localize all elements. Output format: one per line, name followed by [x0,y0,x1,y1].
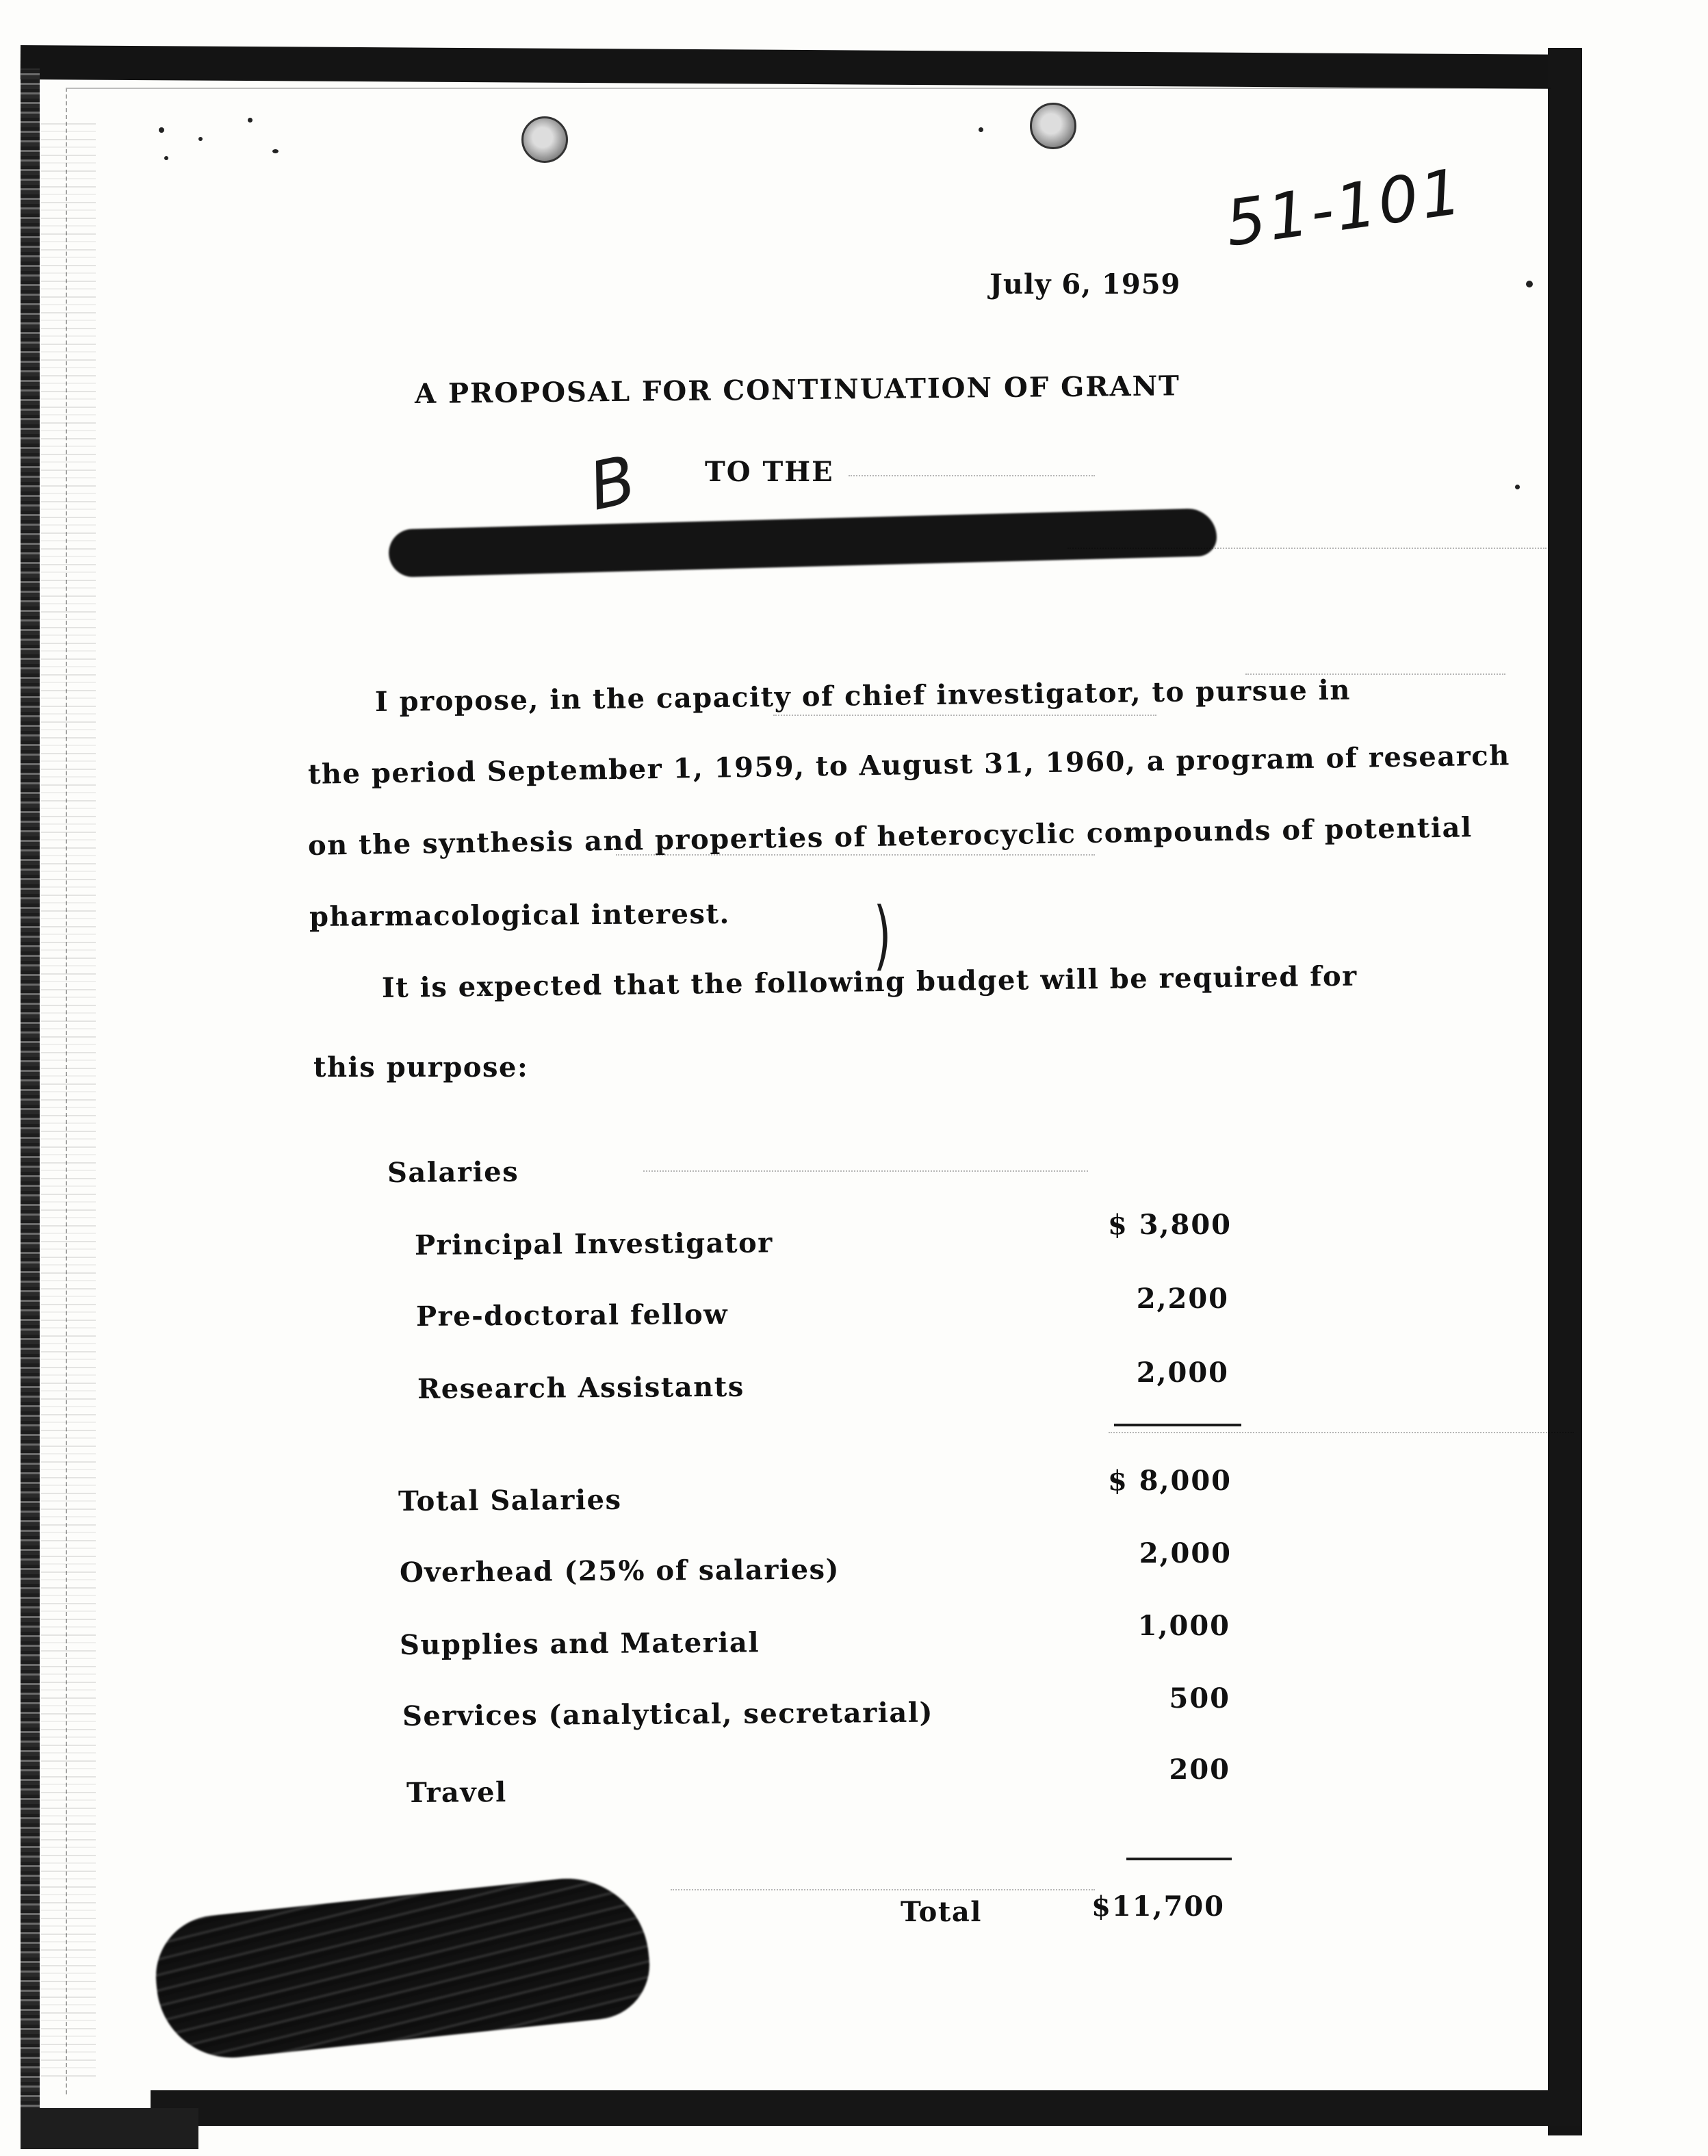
document-date: July 6, 1959 [989,268,1181,300]
paragraph-line: the period September 1, 1959, to August 31, 1960, a program of research [307,739,1511,791]
budget-item-label: Pre-doctoral fellow [415,1298,729,1333]
scan-border-top [21,45,1581,89]
handwritten-reference-number: 51-101 [1221,155,1468,261]
speck [272,149,279,153]
speck [198,137,203,141]
grand-total-rule [1126,1858,1232,1860]
budget-item-amount: $ 3,800 [1107,1209,1232,1241]
total-salaries-amount: $ 8,000 [1107,1465,1232,1497]
total-salaries-label: Total Salaries [398,1483,622,1517]
paragraph-line: I propose, in the capacity of chief investigator, to pursue in [374,673,1351,718]
scan-border-bottom-left [21,2108,198,2149]
faint-rule [671,1889,1095,1891]
paragraph-line: this purpose: [313,1051,529,1083]
budget-heading-salaries: Salaries [387,1155,519,1189]
budget-item-label: Supplies and Material [399,1626,760,1661]
budget-item-amount: 1,000 [1137,1610,1230,1642]
faint-rule [849,475,1095,477]
handwritten-letter: B [582,441,643,526]
document-subtitle: TO THE [705,456,834,488]
scan-border-left [21,68,40,2149]
budget-item-label: Services (analytical, secretarial) [402,1696,934,1732]
budget-item-amount: 2,000 [1139,1537,1232,1569]
budget-item-label: Overhead (25% of salaries) [399,1553,840,1589]
subtotal-rule [1114,1424,1241,1426]
punch-hole-icon [521,116,568,163]
faint-rule [773,715,1156,717]
faint-rule [643,1170,1088,1172]
budget-item-amount: 200 [1169,1754,1230,1786]
budget-item-amount: 2,000 [1136,1357,1229,1389]
budget-item-label: Principal Investigator [414,1227,773,1261]
scan-border-right [1548,48,1582,2135]
scan-border-bottom [151,2090,1581,2126]
budget-item-amount: 2,200 [1136,1283,1229,1315]
paragraph-line: pharmacological interest. [309,897,731,933]
faint-rule [1109,1432,1574,1434]
paragraph-line: It is expected that the following budget will be required for [381,960,1358,1004]
speck [1526,281,1533,287]
budget-item-amount: 500 [1169,1682,1230,1715]
grand-total-amount: $11,700 [1091,1890,1225,1923]
document-title: A PROPOSAL FOR CONTINUATION OF GRANT [414,370,1181,410]
speck [248,118,253,123]
speck [1515,485,1520,489]
budget-item-label: Research Assistants [417,1370,745,1405]
grand-total-label: Total [901,1896,982,1928]
speck [979,127,983,132]
faint-rule [1068,548,1547,550]
speck [159,127,164,133]
budget-item-label: Travel [406,1775,507,1809]
speck [164,156,168,160]
punch-hole-icon [1030,103,1076,149]
handwritten-bracket-mark: ) [873,891,892,979]
paragraph-line: on the synthesis and properties of heterocyclic compounds of potential [307,811,1473,862]
